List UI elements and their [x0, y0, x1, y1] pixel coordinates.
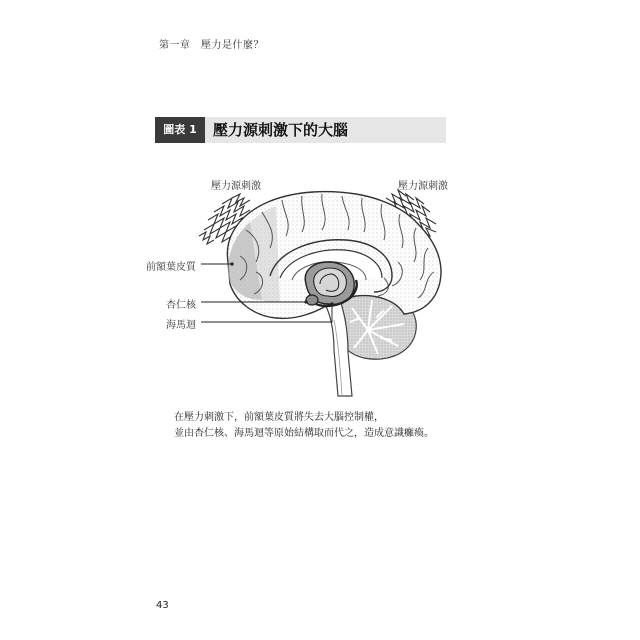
label-hippocampus: 海馬迴: [166, 320, 196, 331]
label-amygdala: 杏仁核: [166, 300, 196, 311]
caption-line-2: 並由杏仁核、海馬迴等原始結構取而代之，造成意識癱瘓。: [174, 428, 434, 439]
figure-caption: [174, 410, 434, 442]
caption-line-1: 在壓力刺激下，前額葉皮質將失去大腦控制權，: [174, 412, 384, 423]
figure-title: 壓力源刺激下的大腦: [213, 121, 349, 139]
running-head: 第一章 壓力是什麼？: [159, 40, 264, 51]
label-prefrontal-cortex: 前額葉皮質: [146, 262, 196, 273]
page-number: 43: [156, 600, 169, 611]
stress-label-left: 壓力源刺激: [211, 181, 261, 192]
figure-label: 圖表 1: [155, 117, 205, 143]
stress-label-right: 壓力源刺激: [398, 181, 448, 192]
